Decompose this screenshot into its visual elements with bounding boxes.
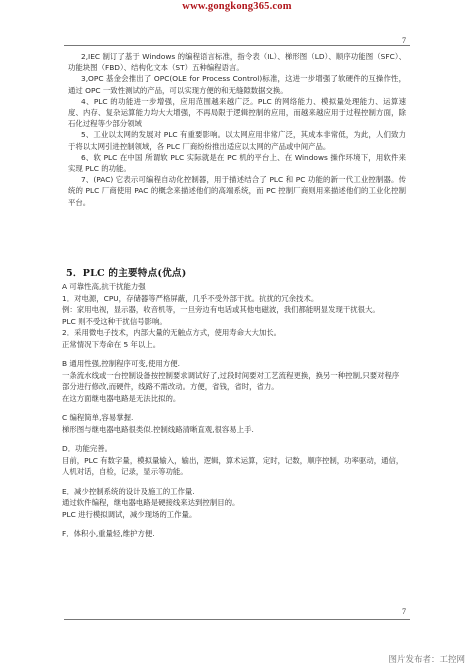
feature-heading: C 编程简单,容易掌握.: [62, 413, 134, 422]
feature-c: [62, 412, 406, 435]
features-list: [62, 281, 406, 548]
paragraph-industrial-ethernet: 5、工业以太网的发展对 PLC 有重要影响。以太网应用非常广泛，其成本非常低，为此，人们致力于将以太网引进控制领域，各 PLC 厂商纷纷推出适应以太网的产品或中间产品。: [68, 130, 406, 151]
feature-d: [62, 443, 406, 478]
site-url: www.gongkong365.com: [182, 1, 292, 12]
paragraph-pac: 7、(PAC) 它表示可编程自动化控制器，用于描述结合了 PLC 和 PC 功能的新一代工业控制器。传统的 PLC 厂商使用 PAC 的概念来描述他们的高端系统，而 PC 控制厂商则用来描述他们的工业化控制平台。: [68, 175, 406, 207]
section-title: 5．PLC 的主要特点(优点): [66, 268, 187, 279]
publisher-watermark: 图片发布者：工控网: [385, 652, 468, 666]
feature-a: [62, 281, 406, 350]
feature-heading: A 可靠性高,抗干扰能力强: [62, 282, 146, 291]
paragraph-soft-plc: 6、软 PLC 在中国 所谓软 PLC 实际就是在 PC 机的平台上、在 Windows 操作环境下，用软件来实现 PLC 的功能。: [68, 152, 406, 174]
feature-line: 例：家用电视，显示器，收音机等，一旦旁边有电话或其他电磁波，我们都能明显发现干扰很大。: [62, 305, 380, 314]
feature-heading: D．功能完善。: [62, 444, 113, 453]
header-rule: [64, 45, 410, 46]
feature-f: [62, 528, 406, 540]
history-paragraphs: [68, 51, 406, 208]
feature-line: 一条流水线或一台控制设备按控制要求调试好了,过段时间要对工艺流程更换，换另一种控制,只要对程序部分进行修改,而硬件，线路不需改动。方便，省钱，省时，省力。: [62, 370, 400, 391]
feature-line: 2．采用微电子技术，内部大量的无触点方式，使用寿命大大加长。: [62, 328, 282, 337]
feature-line: 正常情况下寿命在 5 年以上。: [62, 339, 161, 349]
feature-line: 目前，PLC 有数字量，模拟量输入，输出，逻辑，算术运算，定时，记数，顺序控制，功率驱动，通信，人机对话，自检，记录，显示等功能。: [62, 455, 404, 476]
feature-e: [62, 486, 406, 521]
paragraph-plc-functions: 4、PLC 的功能进一步增强，应用范围越来越广泛。PLC 的网络能力、模拟量处理能力、运算速度、内存、复杂运算能力均大大增强，不再局限于逻辑控制的应用，而越来越应用于过程控制方面，除石化过程等少部分领域: [68, 96, 406, 129]
feature-heading: F．体积小,重量轻,维护方便.: [62, 529, 155, 538]
feature-line: 通过软件编程，继电器电路是硬接线来达到控制目的。: [62, 498, 240, 507]
paragraph-iec-standard: 2,IEC 制订了基于 Windows 的编程语言标准，指令表（IL）、梯形图（LD）、顺序功能图（SFC）、功能块图（FBD）、结构化文本（ST）五种编程语言。: [68, 52, 406, 73]
paragraph-opc-standard: 3,OPC 基金会推出了 OPC(OLE for Process Control)标准，这进一步增强了软硬件的互操作性，通过 OPC 一致性测试的产品，可以实现方便的和无缝隙数据交换。: [68, 74, 406, 95]
feature-line: 1．对电源，CPU，存储器等严格屏蔽，几乎不受外部干扰。抗扰的冗余技术。: [62, 293, 319, 303]
feature-line: PLC 则不受这种干扰信号影响。: [62, 316, 167, 326]
feature-heading: E．减少控制系统的设计及施工的工作量.: [62, 486, 195, 496]
page-number-bottom: 7: [402, 607, 406, 616]
page-number-top: 7: [402, 36, 406, 45]
feature-line: 梯形图与继电器电路很类似.控制线路清晰直观,很容易上手.: [62, 424, 254, 434]
footer-rule: [64, 619, 410, 620]
feature-heading: B 通用性强,控制程序可变,使用方便.: [62, 359, 180, 368]
feature-line: PLC 进行模拟调试，减少现场的工作量。: [62, 509, 197, 519]
feature-b: [62, 358, 406, 404]
feature-line: 在这方面继电器电路是无法比拟的。: [62, 393, 181, 403]
